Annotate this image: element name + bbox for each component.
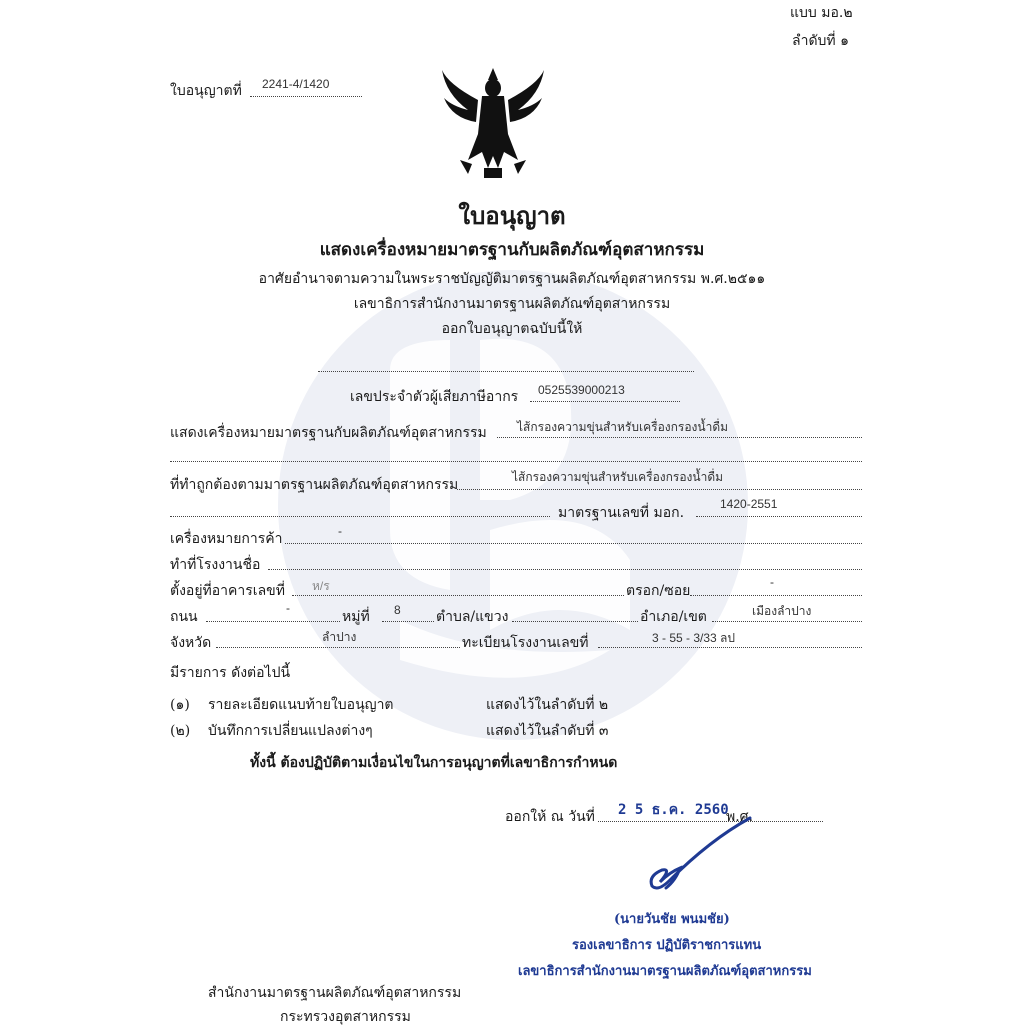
comply-line-2	[170, 516, 550, 517]
standard-label: มาตรฐานเลขที่ มอก.	[558, 505, 685, 521]
office-name: สำนักงานมาตรฐานผลิตภัณฑ์อุตสาหกรรม	[208, 985, 462, 1001]
moo-label: หมู่ที่	[342, 609, 370, 625]
item-2-ref: แสดงไว้ในลำดับที่ ๓	[486, 723, 609, 739]
ministry-name: กระทรวงอุตสาหกรรม	[280, 1009, 411, 1025]
document-title: ใบอนุญาต	[458, 201, 566, 230]
moo-line	[382, 621, 434, 622]
document-subtitle: แสดงเครื่องหมายมาตรฐานกับผลิตภัณฑ์อุตสาหกรรม	[319, 240, 705, 260]
mark-line-2	[170, 461, 862, 462]
standard-line	[696, 516, 862, 517]
item-1-ref: แสดงไว้ในลำดับที่ ๒	[486, 697, 609, 713]
district-label: อำเภอ/เขต	[640, 609, 707, 625]
form-code: แบบ มอ.๒	[790, 5, 853, 21]
address-line	[292, 595, 624, 596]
standard-value: 1420-2551	[720, 497, 778, 511]
trademark-value: -	[338, 524, 342, 538]
comply-label: ที่ทำถูกต้องตามมาตรฐานผลิตภัณฑ์อุตสาหกรรม	[170, 477, 459, 493]
district-line	[712, 621, 862, 622]
comply-line	[457, 489, 862, 490]
alley-label: ตรอก/ซอย	[626, 583, 691, 599]
signer-title-1: รองเลขาธิการ ปฏิบัติราชการแทน	[572, 938, 762, 953]
mark-value: ไส้กรองความขุ่นสำหรับเครื่องกรองน้ำดื่ม	[517, 420, 729, 434]
subdistrict-label: ตำบล/แขวง	[436, 609, 509, 625]
order-number: ลำดับที่ ๑	[792, 33, 849, 49]
factory-reg-value: 3 - 55 - 3/33 ลป	[652, 631, 736, 645]
license-no-value: 2241-4/1420	[262, 77, 330, 91]
item-2-number: (๒)	[170, 723, 191, 739]
district-value: เมืองลำปาง	[752, 604, 812, 618]
tax-id-value: 0525539000213	[538, 383, 625, 397]
province-value: ลำปาง	[322, 630, 357, 644]
issued-suffix: พ.ศ.	[726, 809, 754, 825]
road-line	[206, 621, 340, 622]
trademark-line	[285, 543, 862, 544]
condition-text: ทั้งนี้ ต้องปฏิบัติตามเงื่อนไขในการอนุญาตที่เลขาธิการกำหนด	[250, 755, 618, 771]
intro-line-1: อาศัยอำนาจตามความในพระราชบัญญัติมาตรฐานผลิตภัณฑ์อุตสาหกรรม พ.ศ.๒๕๑๑	[258, 271, 766, 287]
issued-label: ออกให้ ณ วันที่	[505, 809, 595, 825]
province-line	[216, 647, 460, 648]
tax-id-line	[530, 401, 680, 402]
signature-icon	[640, 810, 760, 900]
item-1-text: รายละเอียดแนบท้ายใบอนุญาต	[208, 697, 394, 713]
address-label: ตั้งอยู่ที่อาคารเลขที่	[170, 583, 285, 599]
factory-line	[268, 569, 862, 570]
signer-name: (นายวันชัย พนมชัย)	[614, 912, 730, 927]
subdistrict-line	[512, 621, 638, 622]
factory-reg-label: ทะเบียนโรงงานเลขที่	[462, 635, 589, 651]
items-intro: มีรายการ ดังต่อไปนี้	[170, 665, 291, 681]
mark-line	[497, 437, 862, 438]
factory-label: ทำที่โรงงานชื่อ	[170, 557, 261, 573]
license-no-line	[250, 96, 362, 97]
licensee-name-line	[318, 371, 694, 372]
garuda-emblem-icon	[438, 64, 548, 184]
item-2-text: บันทึกการเปลี่ยนแปลงต่างๆ	[208, 723, 373, 739]
issued-date-stamp: 2 5 ธ.ค. 2560	[618, 802, 729, 818]
road-value: -	[286, 601, 290, 615]
tax-id-label: เลขประจำตัวผู้เสียภาษีอากร	[350, 389, 519, 405]
intro-line-2: เลขาธิการสำนักงานมาตรฐานผลิตภัณฑ์อุตสาหกรรม	[353, 296, 671, 312]
license-no-label: ใบอนุญาตที่	[170, 83, 242, 99]
mark-label: แสดงเครื่องหมายมาตรฐานกับผลิตภัณฑ์อุตสาหกรรม	[170, 425, 487, 441]
moo-value: 8	[394, 603, 401, 617]
trademark-label: เครื่องหมายการค้า	[170, 531, 283, 547]
signer-title-2: เลขาธิการสำนักงานมาตรฐานผลิตภัณฑ์อุตสาหกรรม	[518, 964, 812, 979]
address-value: ห/ร	[312, 579, 330, 593]
road-label: ถนน	[170, 609, 198, 625]
intro-line-3: ออกใบอนุญาตฉบับนี้ให้	[441, 321, 583, 337]
province-label: จังหวัด	[170, 635, 212, 651]
item-1-number: (๑)	[170, 697, 190, 713]
alley-value: -	[770, 575, 774, 589]
comply-value: ไส้กรองความขุ่นสำหรับเครื่องกรองน้ำดื่ม	[512, 470, 724, 484]
alley-line	[690, 595, 862, 596]
